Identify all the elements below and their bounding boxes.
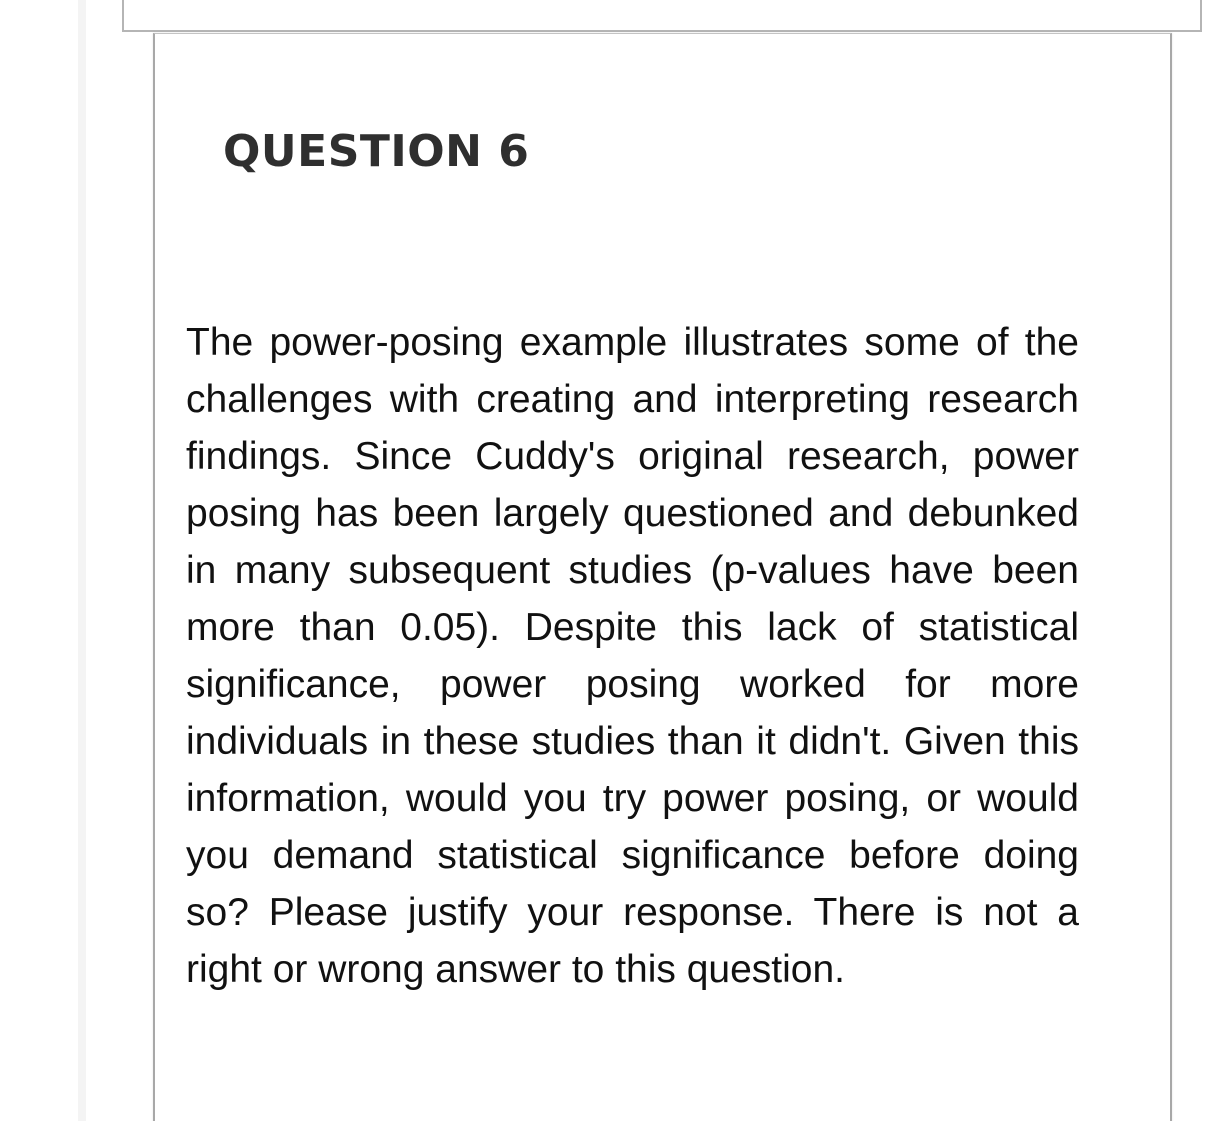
previous-question-panel [122, 0, 1202, 32]
question-text: The power-posing example illustrates some of the challenges with creating and interpreting research findings. Since Cuddy's original research, power posing has been largely questioned and debunked in many subsequent studies (p-values have been more than 0.05). Despite this lack of statistical significance, power posing worked for more individuals in these studies than it didn't. Given this information, would you try power posing, or would you demand statistical significance before doing so? Please justify your response. There is not a right or wrong answer to this question. [186, 321, 1079, 991]
left-gutter [0, 0, 78, 1121]
question-card [153, 33, 1172, 1121]
question-title: QUESTION 6 [223, 126, 530, 177]
left-rail [78, 0, 86, 1121]
